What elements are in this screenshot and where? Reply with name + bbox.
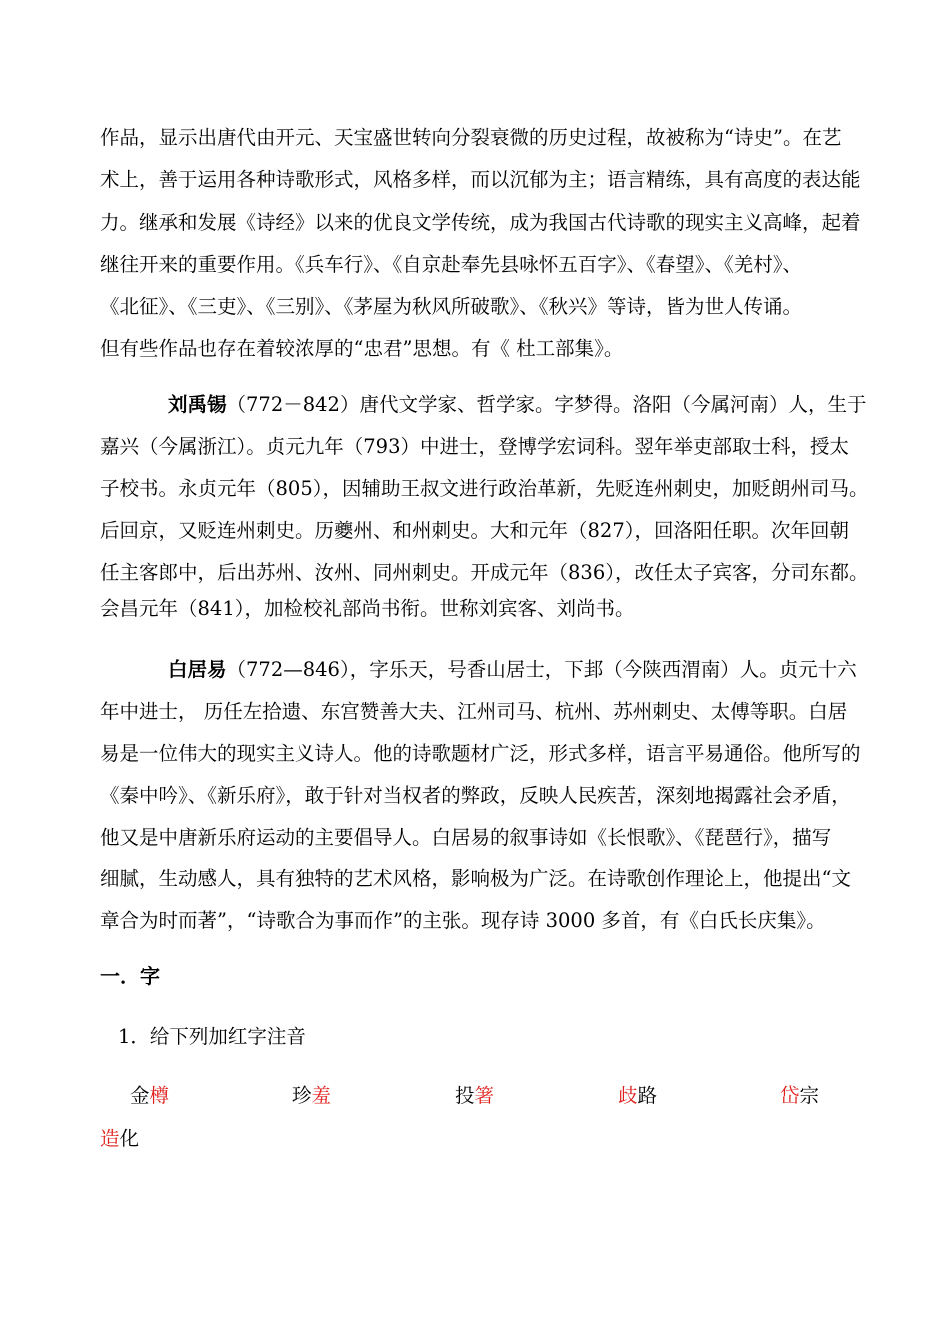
pinyin-item — [455, 1084, 494, 1108]
para2-line: 嘉兴（今属浙江）。贞元九年（793）中进士，登博学宏词科。翌年举吏部取士科，授太 — [100, 435, 849, 458]
para3-line: 他又是中唐新乐府运动的主要倡导人。白居易的叙事诗如《长恨歌》、《琵琶行》，描写 — [100, 826, 832, 849]
author-name-bai-juyi: 白居易 — [168, 658, 227, 681]
item-plain-before: 投 — [455, 1084, 475, 1107]
pinyin-item — [130, 1084, 169, 1108]
author-name-liu-yuxi: 刘禹锡 — [168, 393, 227, 416]
item-red-char: 岱 — [780, 1084, 800, 1107]
para2-first-line — [168, 393, 866, 417]
para2-line: 任主客郎中，后出苏州、汝州、同州刺史。开成元年（836），改任太子宾客，分司东都。 — [100, 561, 869, 584]
para1-line: 术上，善于运用各种诗歌形式，风格多样，而以沉郁为主；语言精练，具有高度的表达能 — [100, 168, 861, 191]
pinyin-item — [100, 1127, 139, 1151]
para3-first-rest: （772—846），字乐天，号香山居士，下邽（今陕西渭南）人。贞元十六 — [226, 658, 857, 681]
para3-line: 易是一位伟大的现实主义诗人。他的诗歌题材广泛，形式多样，语言平易通俗。他所写的 — [100, 742, 861, 765]
item-red-char: 造 — [100, 1127, 120, 1150]
item-red-char: 歧 — [618, 1084, 638, 1107]
item-plain-after: 宗 — [799, 1084, 820, 1107]
para2-line: 子校书。永贞元年（805），因辅助王叔文进行政治革新，先贬连州刺史，加贬朗州司马。 — [100, 477, 869, 500]
pinyin-item — [780, 1084, 819, 1108]
para3-line: 章合为时而著”，“诗歌合为事而作”的主张。现存诗 3000 多首，有《白氏长庆集》。 — [100, 909, 826, 932]
item-plain-before: 金 — [130, 1084, 150, 1107]
para3-line: 年中进士， 历任左拾遗、东宫赞善大夫、江州司马、杭州、苏州刺史、太傅等职。白居 — [100, 700, 848, 723]
item-red-char: 樽 — [149, 1084, 170, 1107]
pinyin-item — [292, 1084, 331, 1108]
question-text: 1．给下列加红字注音 — [118, 1025, 306, 1048]
item-red-char: 箸 — [474, 1084, 495, 1107]
item-plain-after: 化 — [119, 1127, 140, 1150]
para1-line: 但有些作品也存在着较浓厚的“忠君”思想。有《 杜工部集》。 — [100, 337, 624, 360]
item-plain-before: 珍 — [292, 1084, 312, 1107]
para1-line: 《北征》、《三吏》、《三别》、《茅屋为秋风所破歌》、《秋兴》等诗，皆为世人传诵。 — [100, 295, 803, 318]
para2-line: 会昌元年（841），加检校礼部尚书衔。世称刘宾客、刘尚书。 — [100, 597, 635, 620]
item-red-char: 羞 — [311, 1084, 332, 1107]
item-plain-after: 路 — [637, 1084, 658, 1107]
para3-line: 细腻，生动感人，具有独特的艺术风格，影响极为广泛。在诗歌创作理论上，他提出“文 — [100, 867, 851, 890]
para1-line: 力。继承和发展《诗经》以来的优良文学传统，成为我国古代诗歌的现实主义高峰，起着 — [100, 211, 861, 234]
para3-line: 《秦中吟》、《新乐府》，敢于针对当权者的弊政，反映人民疾苦，深刻地揭露社会矛盾， — [100, 784, 851, 807]
para1-line: 继往开来的重要作用。《兵车行》、《自京赴奉先县咏怀五百字》、《春望》、《羌村》、 — [100, 253, 803, 276]
para3-first-line — [168, 658, 857, 682]
para2-first-rest: （772－842）唐代文学家、哲学家。字梦得。洛阳（今属河南）人，生于 — [226, 393, 867, 416]
pinyin-item — [618, 1084, 657, 1108]
para2-line: 后回京，又贬连州刺史。历夔州、和州刺史。大和元年（827），回洛阳任职。次年回朝 — [100, 519, 849, 542]
section-title: 一．字 — [100, 964, 160, 988]
para1-line: 作品，显示出唐代由开元、天宝盛世转向分裂衰微的历史过程，故被称为“诗史”。在艺 — [100, 126, 842, 149]
